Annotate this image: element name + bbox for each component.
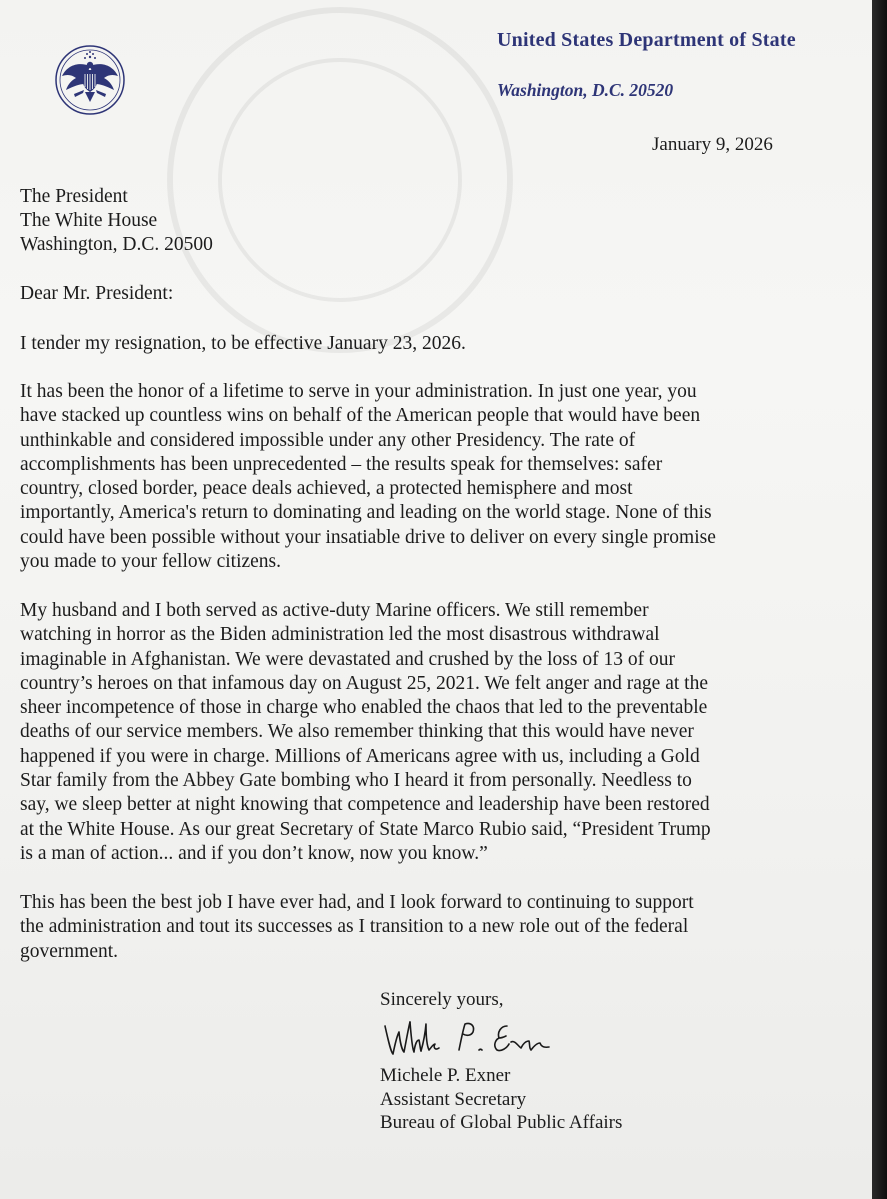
recipient-line: The President	[20, 186, 128, 207]
signer-title: Assistant Secretary	[380, 1089, 527, 1110]
paragraph-line: country, closed border, peace deals achieved, a protected hemisphere and most	[20, 478, 633, 500]
watermark-emboss	[150, 0, 530, 370]
signer-bureau: Bureau of Global Public Affairs	[380, 1112, 623, 1133]
paragraph-line: the administration and tout its successes as I transition to a new role out of the federal	[20, 916, 689, 938]
paragraph-line: imaginable in Afghanistan. We were devastated and crushed by the loss of 13 of our	[20, 648, 675, 670]
paragraph-marines	[20, 599, 711, 866]
department-address: Washington, D.C. 20520	[497, 80, 674, 100]
paragraph-line: happened if you were in charge. Millions of Americans agree with us, including a Gold	[20, 745, 700, 767]
state-department-seal-icon	[54, 44, 126, 116]
paragraph-resignation	[20, 332, 466, 356]
paragraph-line: deaths of our service members. We also remember thinking that this would have never	[20, 721, 694, 743]
letter-date: January 9, 2026	[652, 134, 773, 155]
paragraph-best-job	[20, 891, 694, 964]
paragraph-line: This has been the best job I have ever had, and I look forward to continuing to support	[20, 892, 694, 913]
paragraph-line: government.	[20, 940, 119, 962]
paragraph-line: importantly, America's return to dominating and leading on the world stage. None of this	[20, 502, 712, 524]
paragraph-line: you made to your fellow citizens.	[20, 551, 282, 573]
signer-name: Michele P. Exner	[380, 1065, 511, 1086]
paragraph-line: could have been possible without your insatiable drive to deliver on every single promise	[20, 526, 716, 548]
handwritten-signature	[383, 1014, 558, 1064]
recipient-line: The White House	[20, 210, 158, 231]
paragraph-line: say, we sleep better at night knowing that competence and leadership have been restored	[20, 794, 710, 816]
photo-dark-edge	[872, 0, 887, 1199]
paragraph-line: accomplishments has been unprecedented – the results speak for themselves: safer	[20, 453, 663, 475]
paragraph-honor	[20, 380, 716, 574]
paragraph-line: at the White House. As our great Secretary of State Marco Rubio said, “President Trump	[20, 818, 711, 840]
paragraph-line: have stacked up countless wins on behalf of the American people that would have been	[20, 405, 701, 427]
closing: Sincerely yours,	[380, 989, 504, 1010]
paragraph-line: unthinkable and considered impossible under any other Presidency. The rate of	[20, 429, 636, 451]
paragraph-line: My husband and I both served as active-duty Marine officers. We still remember	[20, 600, 649, 621]
salutation: Dear Mr. President:	[20, 283, 174, 304]
paragraph-line: It has been the honor of a lifetime to serve in your administration. In just one year, you	[20, 381, 697, 402]
paragraph-line: watching in horror as the Biden administration led the most disastrous withdrawal	[20, 624, 660, 646]
paragraph-line: country’s heroes on that infamous day on August 25, 2021. We felt anger and rage at the	[20, 672, 708, 694]
recipient-line: Washington, D.C. 20500	[20, 234, 213, 255]
department-name: United States Department of State	[497, 29, 796, 51]
paragraph-line: sheer incompetence of those in charge who enabled the chaos that led to the preventable	[20, 697, 708, 719]
paragraph-line: I tender my resignation, to be effective January 23, 2026.	[20, 333, 466, 354]
paragraph-line: Star family from the Abbey Gate bombing who I heard it from personally. Needless to	[20, 770, 692, 792]
paragraph-line: is a man of action... and if you don’t know, now you know.”	[20, 842, 488, 864]
